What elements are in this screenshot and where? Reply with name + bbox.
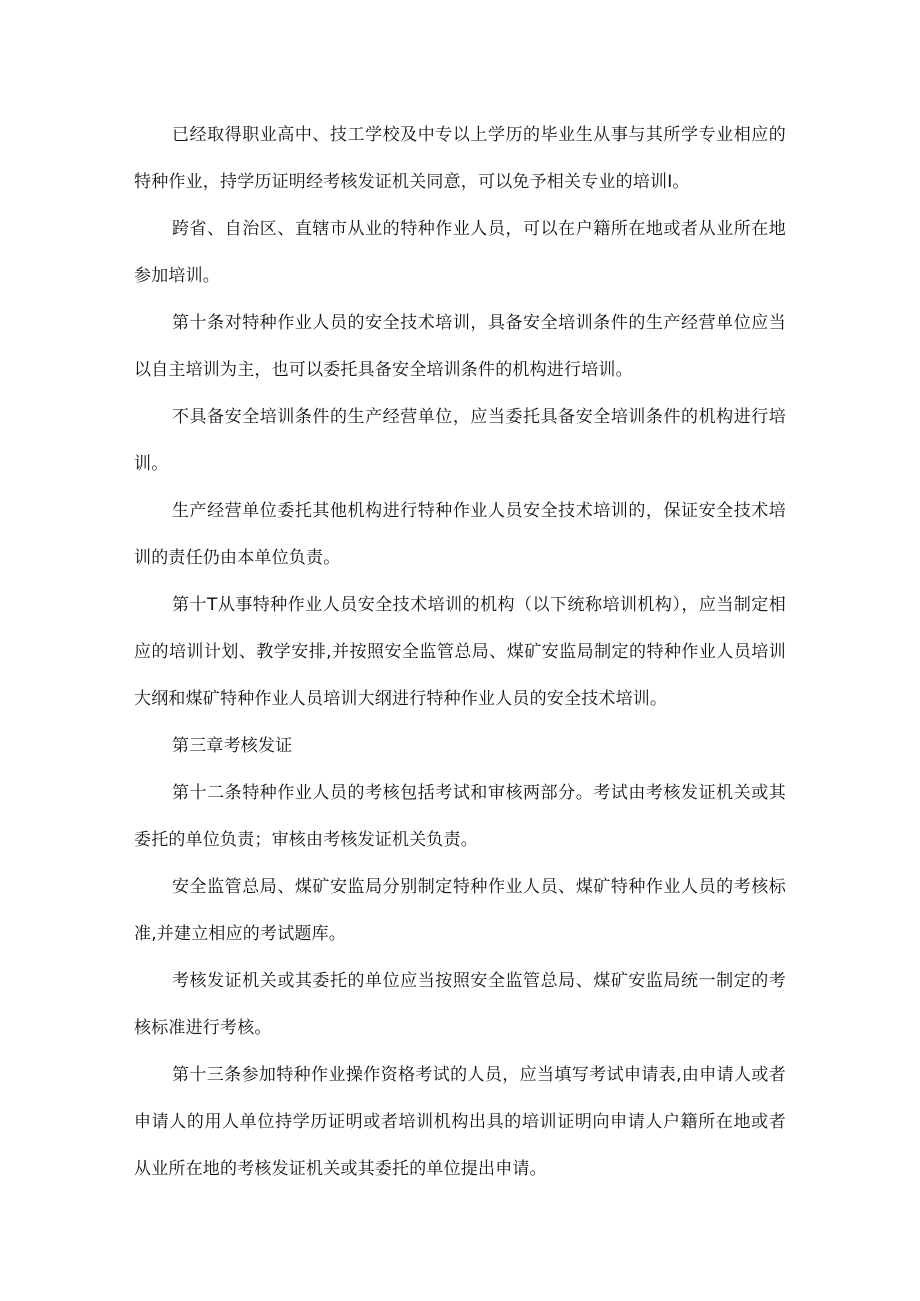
chapter-heading: 第三章考核发证 — [172, 736, 293, 756]
document-body — [134, 112, 786, 1193]
paragraph-assessment: 考核发证机关或其委托的单位应当按照安全监管总局、煤矿安监局统一制定的考核标准进行考核。 — [134, 971, 786, 1038]
paragraph-standards: 安全监管总局、煤矿安监局分别制定特种作业人员、煤矿特种作业人员的考核标准,并建立相应的考试题库。 — [134, 877, 786, 944]
paragraph-cross-region: 跨省、自治区、直辖市从业的特种作业人员，可以在户籍所在地或者从业所在地参加培训。 — [134, 219, 786, 286]
paragraph-article-11: 第十T从事特种作业人员安全技术培训的机构（以下统称培训机构），应当制定相应的培训计划、教学安排,并按照安全监管总局、煤矿安监局制定的特种作业人员培训大纲和煤矿特种作业人员培训大纲进行特种作业人员的安全技术培训。 — [134, 595, 786, 709]
paragraph-article-10: 第十条对特种作业人员的安全技术培训，具备安全培训条件的生产经营单位应当以自主培训为主，也可以委托具备安全培训条件的机构进行培训。 — [134, 313, 786, 380]
paragraph-article-12: 第十二条特种作业人员的考核包括考试和审核两部分。考试由考核发证机关或其委托的单位负责；审核由考核发证机关负责。 — [134, 783, 786, 850]
paragraph-responsibility: 生产经营单位委托其他机构进行特种作业人员安全技术培训的，保证安全技术培训的责任仍由本单位负责。 — [134, 501, 786, 568]
paragraph-no-conditions: 不具备安全培训条件的生产经营单位，应当委托具备安全培训条件的机构进行培训。 — [134, 407, 786, 474]
paragraph-exemption: 已经取得职业高中、技工学校及中专以上学历的毕业生从事与其所学专业相应的特种作业，持学历证明经考核发证机关同意，可以免予相关专业的培训Ⅰ。 — [134, 125, 786, 192]
paragraph-article-13: 第十三条参加特种作业操作资格考试的人员，应当填写考试申请表,由申请人或者申请人的用人单位持学历证明或者培训机构出具的培训证明向申请人户籍所在地或者从业所在地的考核发证机关或其委托的单位提出申请。 — [134, 1065, 786, 1179]
